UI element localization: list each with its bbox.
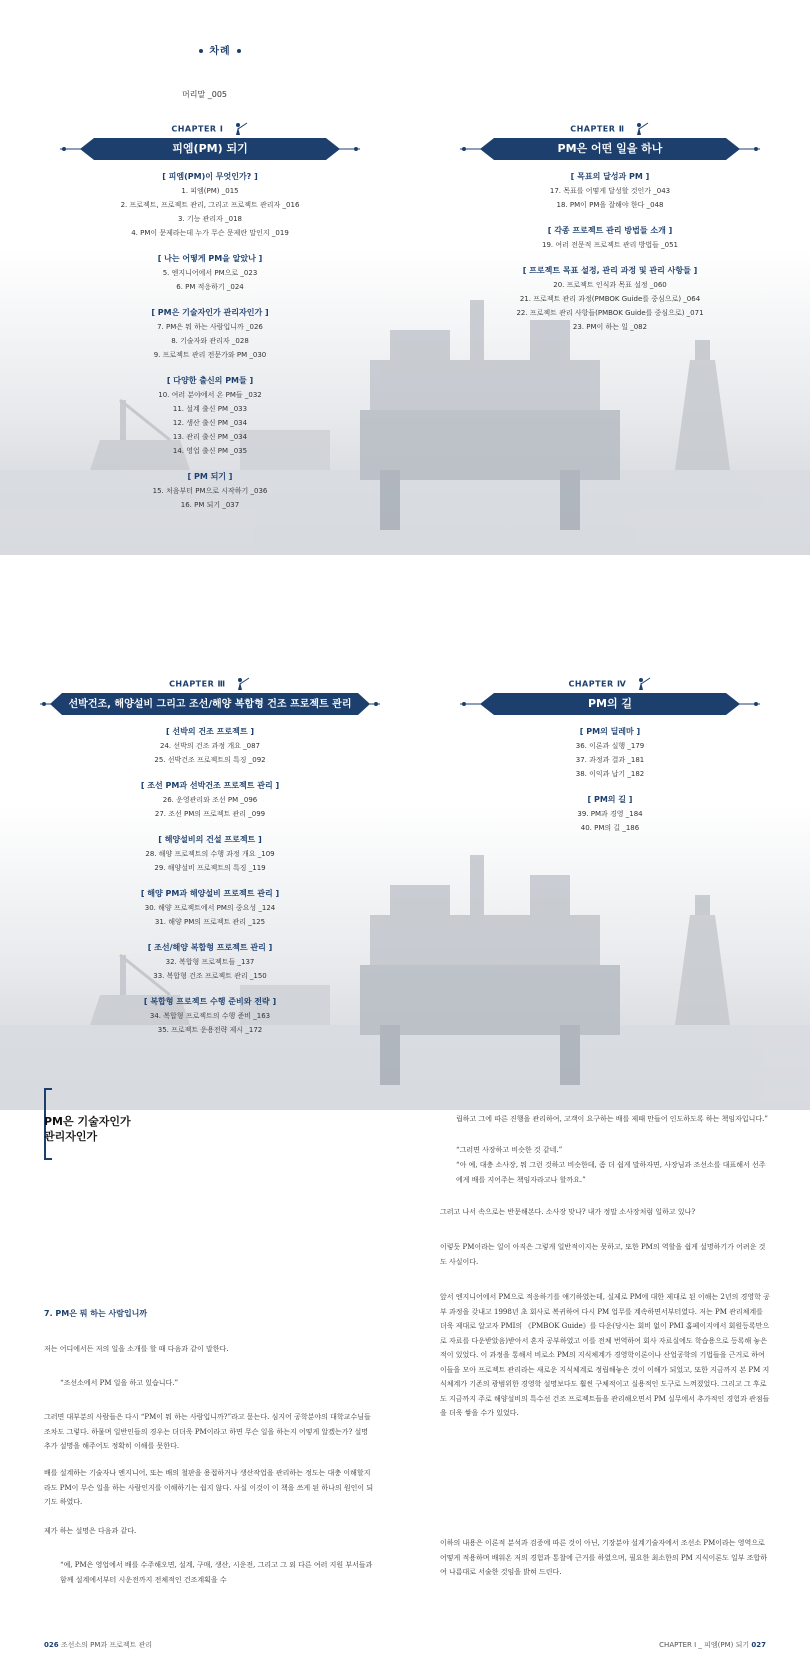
- section-heading: 7. PM은 뭐 하는 사람입니까: [44, 1309, 148, 1318]
- toc-title: 차례: [160, 42, 280, 57]
- page-number: 026: [44, 1641, 59, 1649]
- toc-item: 13. 관리 출신 PM _034: [172, 433, 248, 441]
- toc-item: 36. 이론과 실행 _179: [575, 742, 645, 750]
- toc-section-heading: [ 목표의 달성과 PM ]: [570, 172, 650, 181]
- paragraph: 이렇듯 PM이라는 일이 아직은 그렇게 일반적이지는 못하고, 또한 PM의 역할을 쉽게 설명하기가 어려운 것도 사실이다.: [440, 1243, 766, 1266]
- paragraph: 그러면 대부분의 사람들은 다시 “PM이 뭐 하는 사람입니까?”라고 묻는다. 심지어 공학분야의 대학교수님들조차도 그렇다. 하물며 일반인들의 경우는 더더욱 PM이라고 하면 무슨 일을 하는지 어떻게 알겠는가? 설명 추가 설명을 해주어도 정확히 이해를 못한다.: [44, 1413, 371, 1450]
- conductor-icon: [229, 677, 251, 691]
- toc-section-heading: [ 해양설비의 건설 프로젝트 ]: [158, 835, 262, 844]
- toc-item: 20. 프로젝트 인식과 목표 설정 _060: [553, 281, 667, 289]
- toc-section-heading: [ 각종 프로젝트 관리 방법들 소개 ]: [547, 226, 673, 235]
- toc-item: 10. 여러 분야에서 온 PM들 _032: [158, 391, 262, 399]
- chapter-title: 선박건조, 해양설비 그리고 조선/해양 복합형 건조 프로젝트 관리: [68, 699, 352, 710]
- quote-paragraph: “아 예, 대충 소사장, 뭐 그런 것하고 비슷한데, 좀 더 쉽게 말하자면, 사장님과 조선소를 대표해서 선주에게 배를 지어주는 책임자라고나 할까요.”: [456, 1161, 766, 1184]
- toc-section-heading: [ PM의 길 ]: [587, 795, 633, 804]
- toc-item: 34. 복합형 프로젝트의 수행 준비 _163: [149, 1012, 271, 1020]
- toc-item: 29. 해양설비 프로젝트의 특징 _119: [154, 864, 266, 872]
- chapter-4-header: [460, 677, 760, 725]
- chapter-label: CHAPTER Ⅰ: [171, 124, 224, 134]
- toc-item: 9. 프로젝트 관리 전문가와 PM _030: [153, 351, 267, 359]
- toc-item: 19. 여러 전문적 프로젝트 관리 방법들 _051: [541, 241, 678, 249]
- toc-section-heading: [ 프로젝트 목표 설정, 관리 과정 및 관리 사항들 ]: [522, 266, 698, 275]
- toc-section-heading: [ PM 되기 ]: [187, 472, 233, 481]
- chapter-1-header: [60, 122, 360, 170]
- chapter-label: CHAPTER Ⅳ: [568, 679, 627, 689]
- paragraph: 배를 설계하는 기술자나 엔지니어, 또는 배의 철판을 용접하거나 생산작업을 관리하는 정도는 대충 이해할지라도 PM이 무슨 일을 하는 사람인지를 이해하기는 쉽지 않다. 사실 이것이 이 책을 쓰게 된 하나의 원인이 되기도 하였다.: [44, 1469, 374, 1506]
- chapter-2-contents: [460, 170, 760, 334]
- toc-item: 40. PM의 길 _186: [580, 824, 640, 832]
- chapter-title: PM은 어떤 일을 하나: [557, 142, 663, 155]
- toc-item: 5. 엔지니어에서 PM으로 _023: [162, 269, 258, 277]
- bullet-dot-icon: [237, 49, 241, 53]
- quote-paragraph: “예, PM은 영업에서 배를 수주해오면, 설계, 구매, 생산, 시운전, 그리고 그 외 다른 여러 지원 부서들과 함께 설계에서부터 시운전까지 전체적인 건조계획을 수: [60, 1561, 373, 1584]
- toc-item: 14. 영업 출신 PM _035: [172, 447, 248, 455]
- toc-section-heading: [ PM은 기술자인가 관리자인가 ]: [151, 308, 269, 317]
- toc-section-heading: [ 피엠(PM)이 무엇인가? ]: [162, 172, 258, 181]
- chapter-3-header: [40, 677, 380, 725]
- toc-item: 27. 조선 PM의 프로젝트 관리 _099: [154, 810, 266, 818]
- toc-item: 4. PM이 문제라는데 누가 무슨 문제란 말인지 _019: [131, 229, 289, 237]
- quote-paragraph: 립하고 그에 따른 진행을 관리하여, 고객이 요구하는 배를 제때 만들어 인도하도록 하는 책임자입니다.”: [456, 1115, 768, 1123]
- paragraph: 제가 하는 설명은 다음과 같다.: [44, 1527, 137, 1535]
- chapter-1-contents: [60, 170, 360, 512]
- toc-item: 17. 목표를 어떻게 달성할 것인가 _043: [549, 187, 671, 195]
- running-footer-text: 조선소의 PM과 프로젝트 관리: [60, 1641, 153, 1649]
- paragraph: 저는 어디에서든 저의 일을 소개를 할 때 다음과 같이 말한다.: [44, 1345, 229, 1353]
- toc-section-heading: [ 다양한 출신의 PM들 ]: [166, 376, 254, 385]
- chapter-title: 피엠(PM) 되기: [172, 142, 248, 155]
- left-page-footer: [44, 1640, 152, 1650]
- article-title: [44, 1114, 131, 1144]
- toc-item: 1. 피엠(PM) _015: [181, 187, 239, 195]
- toc-section-heading: [ 조선 PM과 선박건조 프로젝트 관리 ]: [140, 781, 280, 790]
- chapter-3-contents: [60, 725, 360, 1037]
- toc-item: 21. 프로젝트 관리 과정(PMBOK Guide를 중심으로) _064: [519, 295, 701, 303]
- toc-item: 15. 처음부터 PM으로 시작하기 _036: [152, 487, 268, 495]
- toc-item: 22. 프로젝트 관리 사항들(PMBOK Guide를 중심으로) _071: [516, 309, 704, 317]
- toc-item: 6. PM 적응하기 _024: [176, 283, 244, 291]
- conductor-icon: [630, 677, 652, 691]
- quote-paragraph: “그러면 사장하고 비슷한 것 같네.”: [456, 1146, 563, 1154]
- right-page-footer: [659, 1640, 766, 1650]
- toc-item: 39. PM과 경영 _184: [577, 810, 643, 818]
- toc-spread-2: [0, 555, 810, 1110]
- toc-item: 25. 선박건조 프로젝트의 특징 _092: [154, 756, 266, 764]
- running-footer-text: CHAPTER Ⅰ _ 피엠(PM) 되기: [659, 1641, 750, 1649]
- chapter-4-contents: [460, 725, 760, 835]
- toc-item: 38. 이익과 납기 _182: [575, 770, 645, 778]
- page-number: 027: [751, 1641, 766, 1649]
- toc-item: 23. PM이 하는 일 _082: [572, 323, 648, 331]
- toc-item: 31. 해양 PM의 프로젝트 관리 _125: [154, 918, 266, 926]
- toc-item: 3. 기능 관리자 _018: [177, 215, 243, 223]
- chapter-label: CHAPTER Ⅲ: [169, 679, 226, 689]
- toc-section-heading: [ 나는 어떻게 PM을 알았나 ]: [157, 254, 263, 263]
- bullet-dot-icon: [199, 49, 203, 53]
- toc-section-heading: [ 조선/해양 복합형 프로젝트 관리 ]: [147, 943, 273, 952]
- toc-item: 24. 선박의 건조 과정 개요 _087: [160, 742, 260, 750]
- toc-item: 7. PM은 뭐 하는 사람입니까 _026: [157, 323, 263, 331]
- toc-item: 12. 생산 출신 PM _034: [172, 419, 248, 427]
- conductor-icon: [227, 122, 249, 136]
- toc-item: 16. PM 되기 _037: [180, 501, 240, 509]
- toc-section-heading: [ PM의 딜레마 ]: [579, 727, 641, 736]
- paragraph: 그러고 나서 속으로는 반문해본다. 소사장 맞나? 내가 정말 소사장처럼 일하고 있나?: [440, 1208, 696, 1216]
- toc-item: 2. 프로젝트, 프로젝트 관리, 그리고 프로젝트 관리자 _016: [120, 201, 300, 209]
- preface-entry: 머리말 _005: [182, 90, 227, 99]
- toc-item: 32. 복합형 프로젝트들 _137: [165, 958, 255, 966]
- toc-item: 33. 복합형 건조 프로젝트 관리 _150: [153, 972, 267, 980]
- article-title-line: PM은 기술자인가: [44, 1115, 131, 1128]
- toc-item: 37. 과정과 결과 _181: [575, 756, 645, 764]
- quote-paragraph: “조선소에서 PM 일을 하고 있습니다.”: [60, 1379, 179, 1387]
- toc-item: 26. 운영관리와 조선 PM _096: [162, 796, 258, 804]
- toc-item: 18. PM이 PM을 잘해야 한다 _048: [556, 201, 664, 209]
- chapter-title: PM의 길: [587, 697, 633, 710]
- toc-item: 28. 해양 프로젝트의 수행 과정 개요 _109: [145, 850, 275, 858]
- paragraph: 이하의 내용은 이론적 분석과 검증에 따른 것이 아닌, 기장분야 설계기술자에서 조선소 PM이라는 영역으로 어떻게 적용하며 배워온 저의 경험과 통찰에 근거를 하였으며, 필요한 최소한의 PM 지식이론도 일부 조합하여 나름대로 서술한 것임을 밝혀 드린다.: [440, 1539, 768, 1576]
- article-title-line: 관리자인가: [44, 1130, 98, 1143]
- toc-item: 8. 기술자와 관리자 _028: [171, 337, 249, 345]
- toc-section-heading: [ 복합형 프로젝트 수행 준비와 전략 ]: [143, 997, 277, 1006]
- toc-item: 11. 설계 출신 PM _033: [172, 405, 248, 413]
- paragraph: 앞서 엔지니어에서 PM으로 적응하기를 얘기하였는데, 실제로 PM에 대한 제대로 된 이해는 2년의 경영학 공부 과정을 갖내고 1998년 초 회사로 복귀하여 다시 PM 업무를 계속하면서부터였다. 저는 PM 관리체계를 더욱 제대로 알고자 PMI의 《PMBOK Guide》를 다운(당시는 회비 없이 PMI 홈페이지에서 회원등록만으로 자료를 다운받았음)받아서 혼자 공부하였고 이를 전체 번역하여 회사 자료실에도 학습용으로 등록해 놓은 적이 있었다. 이 과정을 통해서 비로소 PM의 지식체계가 경영학이론이나 산업공학의 기법들을 근거로 하여 이들을 모아 프로젝트 관리라는 새로운 지식체계로 정립해놓은 것이 이해가 되었고, 또한 지금까지 본 PM 지식체계가 기존의 광범위한 경영학 설명보다도 훨씬 구체적이고 실용적인 도구로 느껴졌었다. 그리고 그 후로도 지금까지 주로 해양설비의 특수선 건조 프로젝트들을 관리해오면서 PM 실무에서 추가적인 경험과 관점들을 더욱 쌓을 수가 있었다.: [440, 1293, 770, 1417]
- toc-section-heading: [ 해양 PM과 해양설비 프로젝트 관리 ]: [140, 889, 280, 898]
- toc-spread-1: [0, 0, 810, 555]
- chapter-2-header: [460, 122, 760, 170]
- conductor-icon: [628, 122, 650, 136]
- toc-item: 30. 해양 프로젝트에서 PM의 중요성 _124: [144, 904, 276, 912]
- toc-item: 35. 프로젝트 운용전략 제시 _172: [157, 1026, 263, 1034]
- toc-section-heading: [ 선박의 건조 프로젝트 ]: [165, 727, 254, 736]
- chapter-label: CHAPTER Ⅱ: [570, 124, 625, 134]
